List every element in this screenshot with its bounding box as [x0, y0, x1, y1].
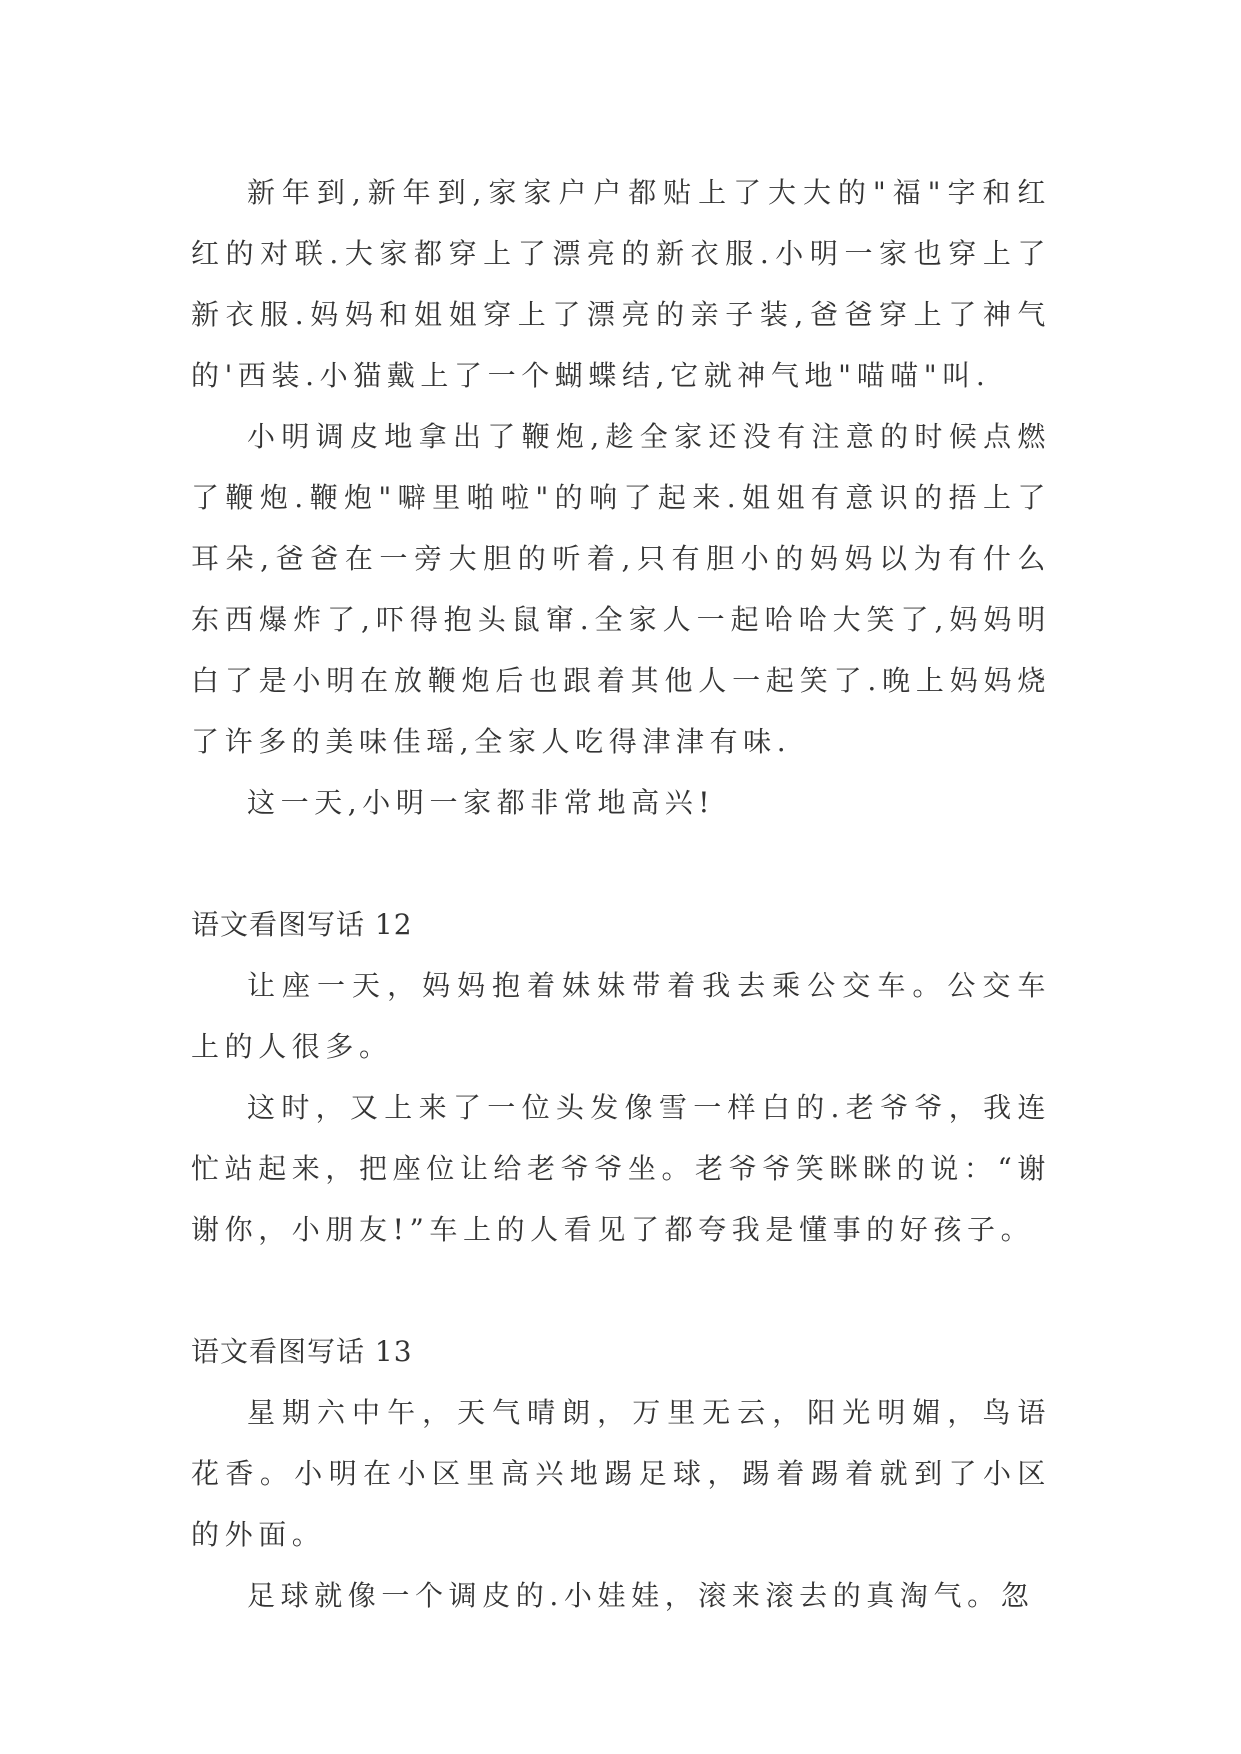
paragraph: 这一天,小明一家都非常地高兴! [247, 786, 716, 819]
document-page [191, 162, 1051, 1626]
paragraph: 小明调皮地拿出了鞭炮,趁全家还没有注意的时候点燃了鞭炮.鞭炮"噼里啪啦"的响了起来.姐姐有意识的捂上了耳朵,爸爸在一旁大胆的听着,只有胆小的妈妈以为有什么东西爆炸了,吓得抱头鼠窜.全家人一起哈哈大笑了,妈妈明白了是小明在放鞭炮后也跟着其他人一起笑了.晚上妈妈烧了许多的美味佳瑶,全家人吃得津津有味. [191, 420, 1051, 758]
paragraph: 星期六中午，天气晴朗，万里无云，阳光明媚，鸟语花香。小明在小区里高兴地踢足球，踢着踢着就到了小区的外面。 [191, 1396, 1051, 1551]
section-heading: 语文看图写话 13 [191, 1335, 413, 1368]
paragraph: 让座一天，妈妈抱着妹妹带着我去乘公交车。公交车上的人很多。 [191, 969, 1051, 1063]
story-section-1 [191, 162, 1051, 833]
section-heading: 语文看图写话 12 [191, 908, 413, 941]
story-section-2 [191, 894, 1051, 1260]
section-spacer [191, 833, 1051, 894]
section-spacer [191, 1260, 1051, 1321]
paragraph: 足球就像一个调皮的.小娃娃，滚来滚去的真淘气。忽 [247, 1579, 1035, 1612]
paragraph: 新年到,新年到,家家户户都贴上了大大的"福"字和红红的对联.大家都穿上了漂亮的新衣服.小明一家也穿上了新衣服.妈妈和姐姐穿上了漂亮的亲子装,爸爸穿上了神气的'西装.小猫戴上了一个蝴蝶结,它就神气地"喵喵"叫. [191, 176, 1051, 392]
paragraph: 这时，又上来了一位头发像雪一样白的.老爷爷，我连忙站起来，把座位让给老爷爷坐。老爷爷笑眯眯的说：“谢谢你，小朋友!”车上的人看见了都夸我是懂事的好孩子。 [191, 1091, 1051, 1246]
story-section-3 [191, 1321, 1051, 1626]
